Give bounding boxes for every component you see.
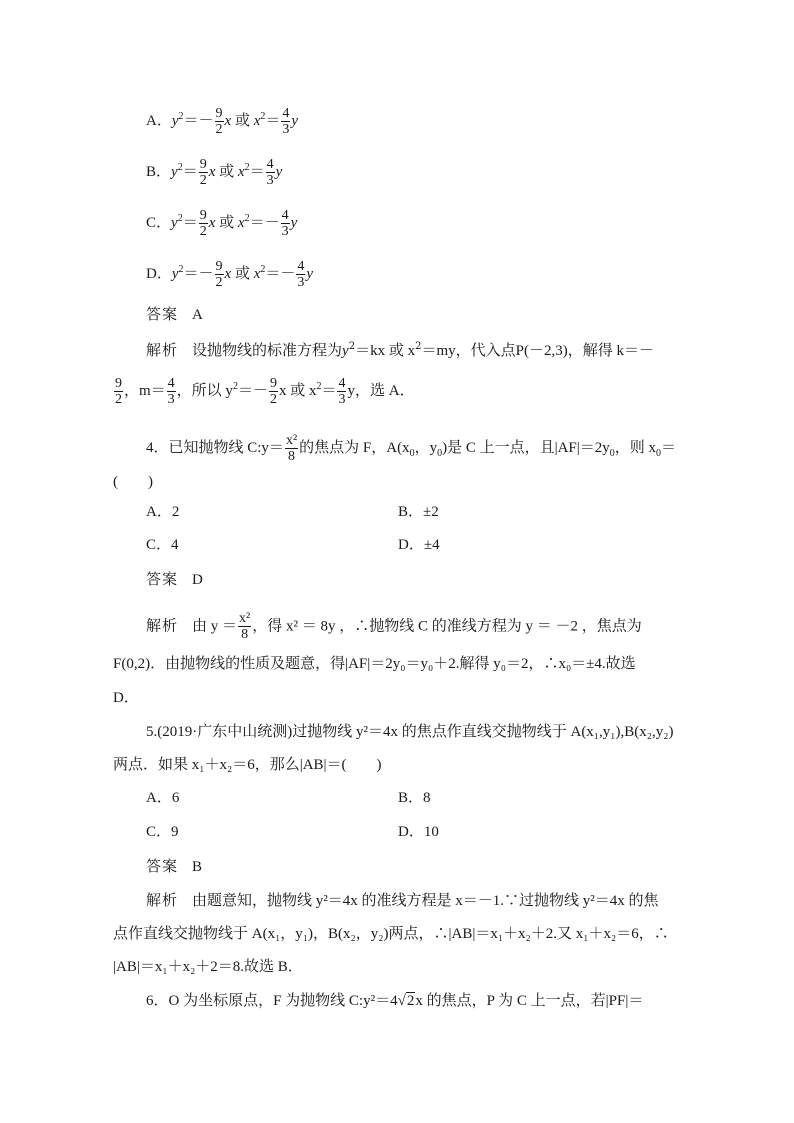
q5-analysis-line2: 点作直线交抛物线于 A(x₁，y₁)，B(x₂，y₂)两点，∴|AB|＝x₁＋x₂＋2.又 x₁＋x₂＝6，∴ <box>113 926 669 942</box>
q4-option-b: B．±2 <box>398 504 439 520</box>
fraction: $\frac{4}{3}$ <box>297 259 305 290</box>
fraction: $\frac{4}{3}$ <box>266 157 274 188</box>
q5-stem-line2: 两点．如果 x₁＋x₂＝6，那么|AB|＝( ) <box>113 757 382 773</box>
q4-analysis-line1: 解析 由 y ＝ $\frac{\text{x²}}{8}$ ，得 x² ＝ 8y ，∴抛物线 C 的准线方程为 y ＝ －2 ，焦点为 <box>146 611 642 642</box>
fraction: $\frac{\text{x²}}{8}$ <box>239 611 251 642</box>
fraction: $\frac{4}{3}$ <box>282 106 290 137</box>
fraction: $\frac{\text{x²}}{8}$ <box>285 433 298 464</box>
fraction: $\frac{9}{2}$ <box>215 106 223 137</box>
fraction: $\frac{9}{2}$ <box>199 157 207 188</box>
q5-stem-line1: 5.(2019·广东中山统测)过抛物线 y²＝4x 的焦点作直线交抛物线于 A(x₁,y₁),B(x₂,y₂) <box>146 724 674 740</box>
q4-analysis-line2: F(0,2)．由抛物线的性质及题意，得|AF|＝2y₀＝y₀＋2.解得 y₀＝2，∴x₀＝±4.故选 <box>113 656 636 672</box>
fraction: $\frac{9}{2}$ <box>269 376 277 407</box>
q4-stem: 4．已知抛物线 C:y＝ $\frac{\text{x²}}{8}$ 的焦点为 F，$A(x_0$，$y_0$)是 C 上一点，且$|AF|=2y_0$，则 $x_0=$ <box>146 433 677 464</box>
q5-answer: 答案 B <box>146 857 203 875</box>
q5-option-b: B．8 <box>398 790 431 806</box>
q4-option-d: D．±4 <box>398 537 440 553</box>
fraction: $\frac{4}{3}$ <box>167 376 175 407</box>
q5-analysis-line3: |AB|＝x₁＋x₂＋2＝8.故选 B． <box>113 959 303 975</box>
q5-option-d: D．10 <box>398 824 439 840</box>
q5-option-a: A．6 <box>146 790 180 806</box>
q5-analysis-line1: 解析 由题意知，抛物线 y²＝4x 的准线方程是 x＝－1.∵过抛物线 y²＝4x 的焦 <box>146 891 659 909</box>
q4-answer: 答案 D <box>146 570 203 588</box>
fraction: $\frac{9}{2}$ <box>115 376 122 407</box>
q3-option-a: A．$y^2=-$ $\frac{9}{2}$ x 或 $x^2=$ $\frac{4}{3}$ y <box>146 106 299 137</box>
q3-option-d: D．$y^2=-$ $\frac{9}{2}$ x 或 $x^2=-$ $\frac{4}{3}$ y <box>146 259 314 290</box>
q4-blank: ( ) <box>113 474 153 490</box>
q4-analysis-line3: D． <box>113 690 139 706</box>
q5-option-c: C．9 <box>146 824 179 840</box>
q4-option-a: A．2 <box>146 504 180 520</box>
fraction: $\frac{9}{2}$ <box>215 259 223 290</box>
fraction: $\frac{4}{3}$ <box>338 376 346 407</box>
q3-option-c: C．$y^2=$ $\frac{9}{2}$ x 或 $x^2=-$ $\frac{4}{3}$ y <box>146 208 298 239</box>
q6-stem: 6．O 为坐标原点，F 为抛物线 C:y²＝4√2x 的焦点，P 为 C 上一点，若|PF|＝ <box>146 993 644 1009</box>
q3-analysis-line1: 解析 设抛物线的标准方程为$y^2=kx$ 或 $x^2=my$，代入点P(－2,3)，解得 k＝－ <box>146 341 654 359</box>
fraction: $\frac{4}{3}$ <box>281 208 289 239</box>
q3-option-b: B．$y^2=$ $\frac{9}{2}$ x 或 $x^2=$ $\frac{4}{3}$ y <box>146 157 283 188</box>
q3-analysis-line2: $\frac{9}{2}$ ，m＝ $\frac{4}{3}$ ，所以 $y^2=-$ $\frac{9}{2}$ x 或 $x^2=$ $\frac{4}{3}$ y，选 A． <box>115 376 415 407</box>
fraction: $\frac{9}{2}$ <box>199 208 207 239</box>
q3-answer: 答案 A <box>146 305 203 323</box>
q4-option-c: C．4 <box>146 537 179 553</box>
